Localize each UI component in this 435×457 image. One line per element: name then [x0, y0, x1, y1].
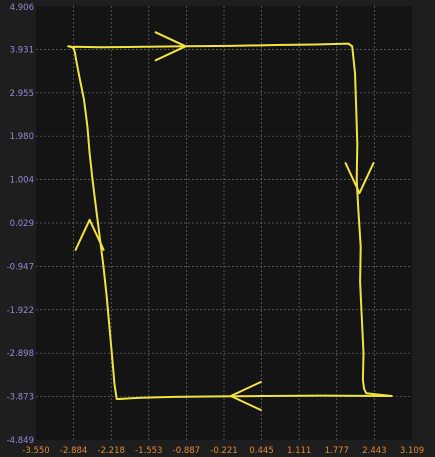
- x-tick-label: -0.221: [210, 446, 238, 456]
- y-tick-label: 1.004: [9, 175, 34, 186]
- y-tick-label: 4.906: [9, 3, 34, 13]
- x-tick-label: -0.887: [172, 446, 201, 456]
- y-tick-label: -1.922: [6, 305, 34, 316]
- y-tick-label: -4.849: [6, 436, 34, 446]
- y-tick-label: -0.947: [6, 262, 34, 273]
- y-tick-label: 0.029: [9, 218, 34, 229]
- x-tick-label: -2.884: [59, 446, 88, 456]
- y-tick-label: -2.898: [6, 349, 34, 360]
- y-tick-label: 1.980: [9, 132, 34, 143]
- x-tick-label: 1.111: [287, 446, 312, 456]
- y-tick-label: 3.931: [9, 45, 34, 56]
- x-tick-label: 0.445: [249, 446, 274, 456]
- y-tick-label: -3.873: [6, 392, 34, 403]
- x-tick-label: -2.218: [97, 446, 125, 456]
- y-tick-label: 2.955: [9, 88, 34, 99]
- x-tick-label: -1.553: [135, 446, 163, 456]
- x-tick-label: 3.109: [399, 446, 425, 456]
- x-tick-label: 1.777: [324, 446, 349, 456]
- x-tick-label: 2.443: [362, 446, 387, 456]
- x-tick-label: -3.550: [22, 446, 50, 456]
